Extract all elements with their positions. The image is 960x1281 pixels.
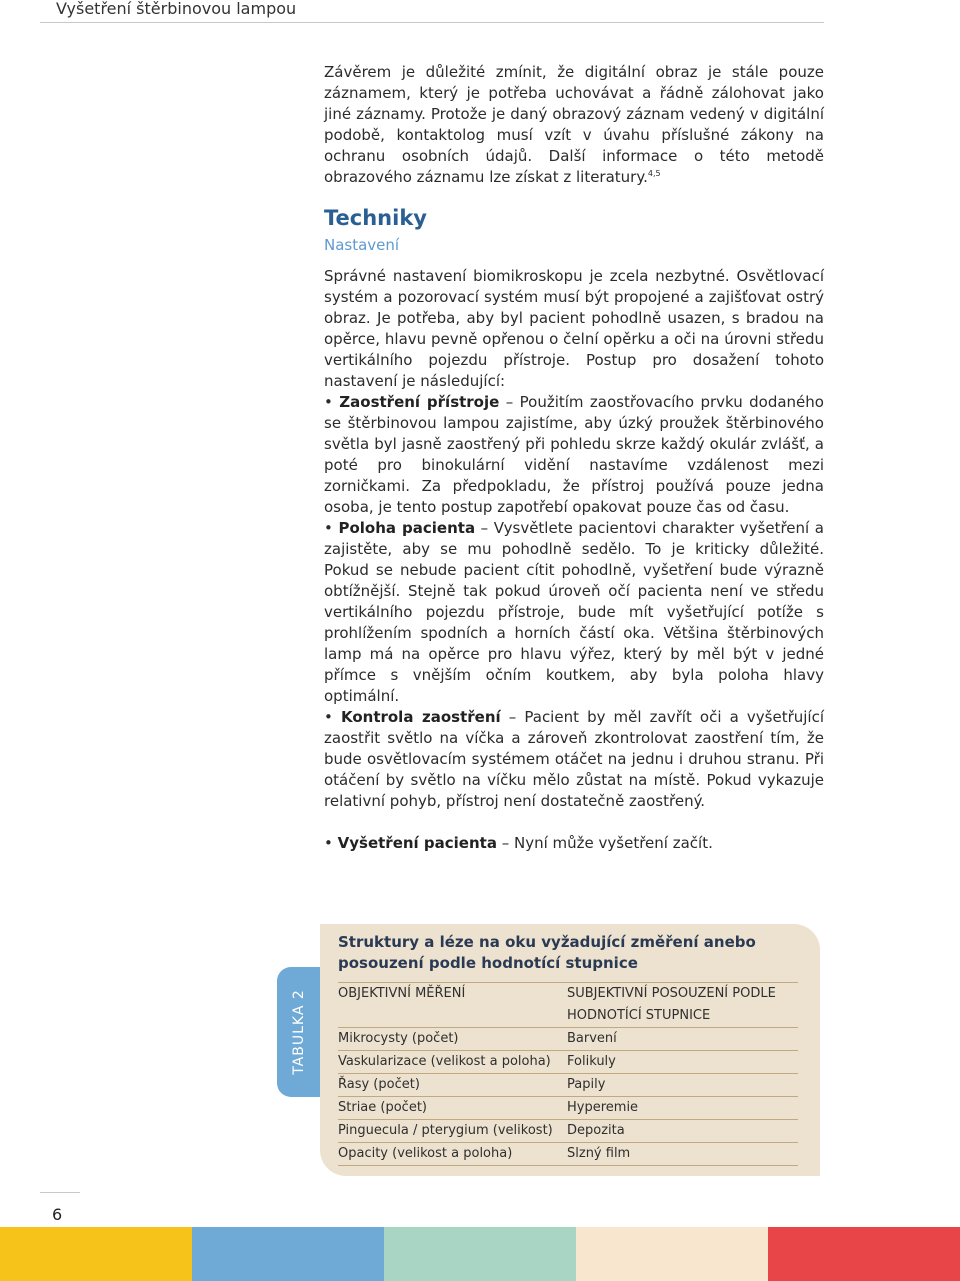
section-heading: Techniky: [324, 206, 427, 230]
table-tab-label: TABULKA 2: [290, 989, 307, 1075]
table-cell: Hyperemie: [567, 1097, 798, 1120]
bullet-text: Pacient by měl zavřít oči a vyšetřující zaostřit světlo na víčka a zároveň zkontrolovat zaostření tím, že bude osvětlovacím systémem otáčet na jednu i druhou stranu. Při otáčení by světlo na víčku mělo zůstat na místě. Pokud vykazuje relativní pohyb, přístroj není dostatečně zaostřený.: [324, 708, 824, 810]
section-paragraph: Správné nastavení biomikroskopu je zcela nezbytné. Osvětlovací systém a pozorovací systém musí být propojené a zajišťovat ostrý obraz. Je potřeba, aby byl pacient pohodlně usazen, s bradou na opěrce, hlavu pevně opřenou o čelní opěrku a oči na úrovni středu vertikálního pojezdu přístroje. Postup pro dosažení tohoto nastavení je následující:: [324, 267, 824, 390]
table-row: [338, 1074, 798, 1097]
bullet-text: Použitím zaostřovacího prvku dodaného se štěrbinovou lampou zajistíme, aby úzký proužek štěrbinového světla byl jasně zaostřený při pohledu skrze každý okulár zvlášť, a poté pro binokulární vidění nastavíme vzdálenost mezi zorničkami. Za předpokladu, že přístroj používá pouze jedna osoba, je tento postup zapotřebí opakovat pouze čas od času.: [324, 393, 824, 516]
intro-reference: 4,5: [647, 169, 661, 178]
color-segment: [576, 1227, 768, 1281]
page-number: 6: [52, 1205, 63, 1224]
main-content: [324, 62, 824, 854]
bullet-term: Kontrola zaostření: [340, 708, 501, 726]
bullet-dot-icon: •: [324, 834, 333, 852]
bullet-dash: –: [505, 393, 514, 411]
table-header-row: [338, 983, 798, 1028]
table-cell: Folikuly: [567, 1051, 798, 1074]
bullet-dot-icon: •: [324, 708, 333, 726]
intro-paragraph: [324, 62, 824, 188]
bullet-item: [324, 392, 824, 518]
color-segment: [768, 1227, 960, 1281]
table-cell: Depozita: [567, 1120, 798, 1143]
running-title: Vyšetření štěrbinovou lampou: [56, 0, 297, 18]
data-table: [338, 982, 798, 1166]
column-header: OBJEKTIVNÍ MĚŘENÍ: [338, 983, 567, 1028]
table-cell: Striae (počet): [338, 1097, 567, 1120]
table-tab: [277, 967, 320, 1097]
bullet-item: [324, 707, 824, 812]
footer-color-bar: [0, 1227, 960, 1281]
table-cell: Vaskularizace (velikost a poloha): [338, 1051, 567, 1074]
table-row: [338, 1097, 798, 1120]
table-row: [338, 1028, 798, 1051]
page-number-divider: [40, 1192, 80, 1193]
table-cell: Pinguecula / pterygium (velikost): [338, 1120, 567, 1143]
bullet-term: Vyšetření pacienta: [337, 834, 497, 852]
table-panel: [320, 924, 820, 1176]
table-cell: Mikrocysty (počet): [338, 1028, 567, 1051]
section-subheading: Nastavení: [324, 236, 400, 254]
intro-text: Závěrem je důležité zmínit, že digitální obraz je stále pouze záznamem, který je potřeba uchovávat a řádně zálohovat jako jiné záznamy. Protože je daný obrazový záznam vedený v digitální podobě, kontaktolog musí vzít v úvahu příslušné zákony na ochranu osobních údajů. Další informace o této metodě obrazového záznamu lze získat z literatury.: [324, 63, 824, 186]
color-segment: [192, 1227, 384, 1281]
table-cell: Papily: [567, 1074, 798, 1097]
bullet-dot-icon: •: [324, 519, 333, 537]
column-header: SUBJEKTIVNÍ POSOUZENÍ PODLE HODNOTÍCÍ STUPNICE: [567, 983, 798, 1028]
bullet-dash: –: [508, 708, 517, 726]
bullet-dash: –: [480, 519, 489, 537]
bullet-item: [324, 518, 824, 707]
bullet-dot-icon: •: [324, 393, 333, 411]
bullet-text: Vysvětlete pacientovi charakter vyšetření a zajistěte, aby se mu pohodlně sedělo. To je kriticky důležité. Pokud se nebude pacient cítit pohodlně, vyšetření bude výrazně obtížnější. Stejně tak pokud úroveň očí pacienta není ve středu vertikálního pojezdu přístroje, bude mít vyšetřující potíže s prohlížením spodních a horních částí oka. Většina štěrbinových lamp má na opěrce pro hlavu výřez, který by měl být v jedné přímce s vnějším očním koutkem, aby byla poloha hlavy optimální.: [324, 519, 824, 705]
bullet-item: [324, 833, 824, 854]
bullet-text: Nyní může vyšetření začít.: [514, 834, 713, 852]
table-title: Struktury a léze na oku vyžadující změření anebo posouzení podle hodnotící stupnice: [338, 933, 756, 972]
table-row: [338, 1051, 798, 1074]
table-cell: Barvení: [567, 1028, 798, 1051]
table-cell: Slzný film: [567, 1143, 798, 1166]
color-segment: [0, 1227, 192, 1281]
table-cell: Opacity (velikost a poloha): [338, 1143, 567, 1166]
table-cell: Řasy (počet): [338, 1074, 567, 1097]
table-row: [338, 1120, 798, 1143]
color-segment: [384, 1227, 576, 1281]
table-row: [338, 1143, 798, 1166]
bullet-term: Poloha pacienta: [338, 519, 476, 537]
bullet-dash: –: [501, 834, 510, 852]
header-divider: [40, 22, 824, 23]
bullet-term: Zaostření přístroje: [339, 393, 500, 411]
